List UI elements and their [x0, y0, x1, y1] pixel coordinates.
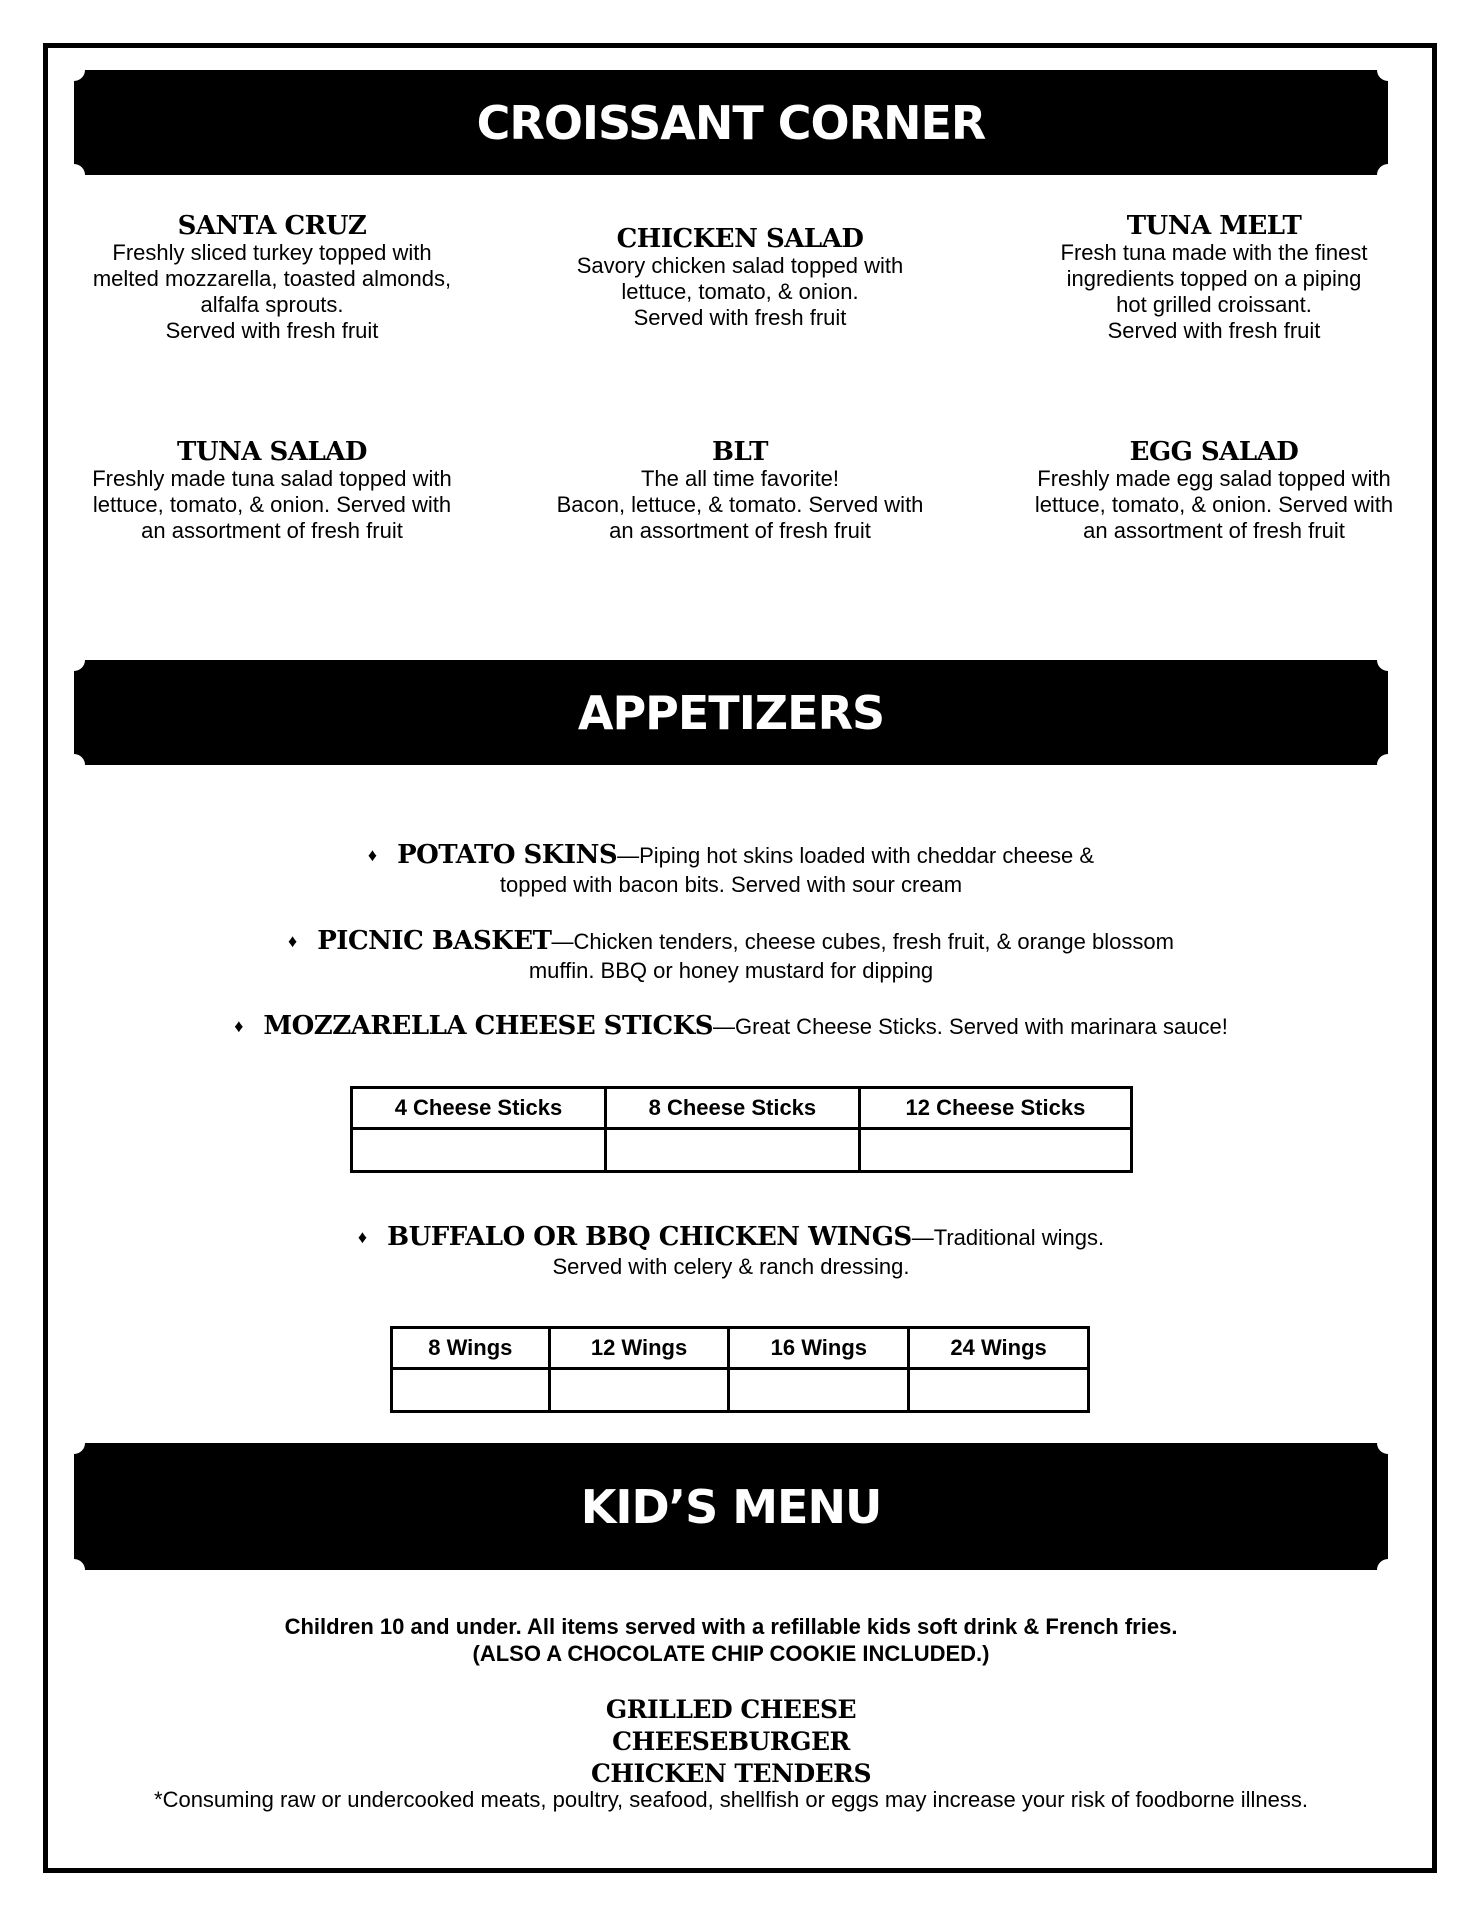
price-cell — [549, 1369, 729, 1412]
foodborne-illness-disclaimer: *Consuming raw or undercooked meats, poultry, seafood, shellfish or eggs may increase your risk of foodborne illness. — [154, 1787, 1308, 1812]
table-header-cell: 4 Cheese Sticks — [352, 1088, 606, 1129]
table-header-cell: 12 Cheese Sticks — [859, 1088, 1131, 1129]
item-name: TUNA SALAD — [177, 437, 367, 467]
kids-note-line: (ALSO A CHOCOLATE CHIP COOKIE INCLUDED.) — [472, 1641, 990, 1666]
item-name: BLT — [712, 437, 768, 467]
section-title: CROISSANT CORNER — [476, 95, 986, 150]
kids-menu-note — [74, 1613, 1388, 1667]
kids-menu-banner — [74, 1443, 1388, 1570]
appetizer-chicken-wings — [74, 1224, 1388, 1280]
wings-price-table — [390, 1326, 1090, 1413]
appetizers-banner — [74, 660, 1388, 765]
cheese-sticks-price-table — [350, 1086, 1133, 1173]
item-name: POTATO SKINS — [397, 840, 618, 870]
item-description: Freshly sliced turkey topped with melted mozzarella, toasted almonds, alfalfa sprouts. Served with fresh fruit — [92, 240, 452, 343]
item-description-continued: topped with bacon bits. Served with sour cream — [499, 872, 963, 897]
section-title: APPETIZERS — [577, 685, 885, 740]
item-description: The all time favorite! Bacon, lettuce, & tomato. Served with an assortment of fresh fruit — [556, 466, 924, 543]
appetizer-mozzarella-sticks — [74, 1013, 1388, 1042]
croissant-corner-banner — [74, 70, 1388, 175]
kids-note-line: Children 10 and under. All items served with a refillable kids soft drink & French fries. — [284, 1614, 1178, 1639]
menu-item-blt — [530, 438, 950, 544]
section-title: KID’S MENU — [580, 1479, 882, 1534]
bullet-icon: ♦ — [234, 1016, 244, 1036]
kids-menu-items — [74, 1694, 1388, 1790]
bullet-icon: ♦ — [288, 931, 298, 951]
appetizer-picnic-basket — [74, 928, 1388, 984]
item-description-continued: Served with celery & ranch dressing. — [552, 1254, 910, 1279]
kids-item: GRILLED CHEESE — [605, 1695, 857, 1724]
table-header-cell: 12 Wings — [549, 1328, 729, 1369]
item-description: —Traditional wings. — [911, 1225, 1105, 1250]
table-header-cell: 8 Cheese Sticks — [605, 1088, 859, 1129]
item-name: BUFFALO OR BBQ CHICKEN WINGS — [387, 1222, 912, 1252]
menu-item-santa-cruz — [62, 212, 482, 344]
item-name: PICNIC BASKET — [317, 926, 552, 956]
price-cell — [909, 1369, 1089, 1412]
item-name: SANTA CRUZ — [177, 211, 367, 241]
bullet-icon: ♦ — [367, 845, 378, 865]
bullet-icon: ♦ — [357, 1227, 368, 1247]
appetizer-potato-skins — [74, 842, 1388, 898]
item-name: CHICKEN SALAD — [616, 224, 864, 254]
price-cell — [859, 1129, 1131, 1172]
menu-item-tuna-salad — [62, 438, 482, 544]
table-header-cell: 16 Wings — [729, 1328, 909, 1369]
item-name: TUNA MELT — [1126, 211, 1302, 241]
kids-item: CHICKEN TENDERS — [590, 1759, 872, 1788]
item-description: —Piping hot skins loaded with cheddar cheese & — [617, 843, 1095, 868]
menu-item-egg-salad — [1004, 438, 1424, 544]
menu-item-chicken-salad — [530, 225, 950, 331]
item-description: Freshly made tuna salad topped with lettuce, tomato, & onion. Served with an assortment of fresh fruit — [92, 466, 452, 543]
item-description: Savory chicken salad topped with lettuce, tomato, & onion. Served with fresh fruit — [576, 253, 904, 330]
item-name: MOZZARELLA CHEESE STICKS — [263, 1011, 714, 1041]
price-cell — [352, 1129, 606, 1172]
price-cell — [605, 1129, 859, 1172]
item-description-continued: muffin. BBQ or honey mustard for dipping — [528, 958, 934, 983]
item-name: EGG SALAD — [1129, 437, 1299, 467]
menu-item-tuna-melt — [1004, 212, 1424, 344]
kids-item: CHEESEBURGER — [612, 1727, 850, 1756]
item-description: —Great Cheese Sticks. Served with marinara sauce! — [713, 1014, 1228, 1039]
item-description: Fresh tuna made with the finest ingredients topped on a piping hot grilled croissant. Served with fresh fruit — [1060, 240, 1368, 343]
table-header-cell: 24 Wings — [909, 1328, 1089, 1369]
price-cell — [729, 1369, 909, 1412]
item-description: —Chicken tenders, cheese cubes, fresh fruit, & orange blossom — [551, 929, 1174, 954]
table-header-cell: 8 Wings — [392, 1328, 550, 1369]
item-description: Freshly made egg salad topped with lettuce, tomato, & onion. Served with an assortment of fresh fruit — [1034, 466, 1394, 543]
price-cell — [392, 1369, 550, 1412]
